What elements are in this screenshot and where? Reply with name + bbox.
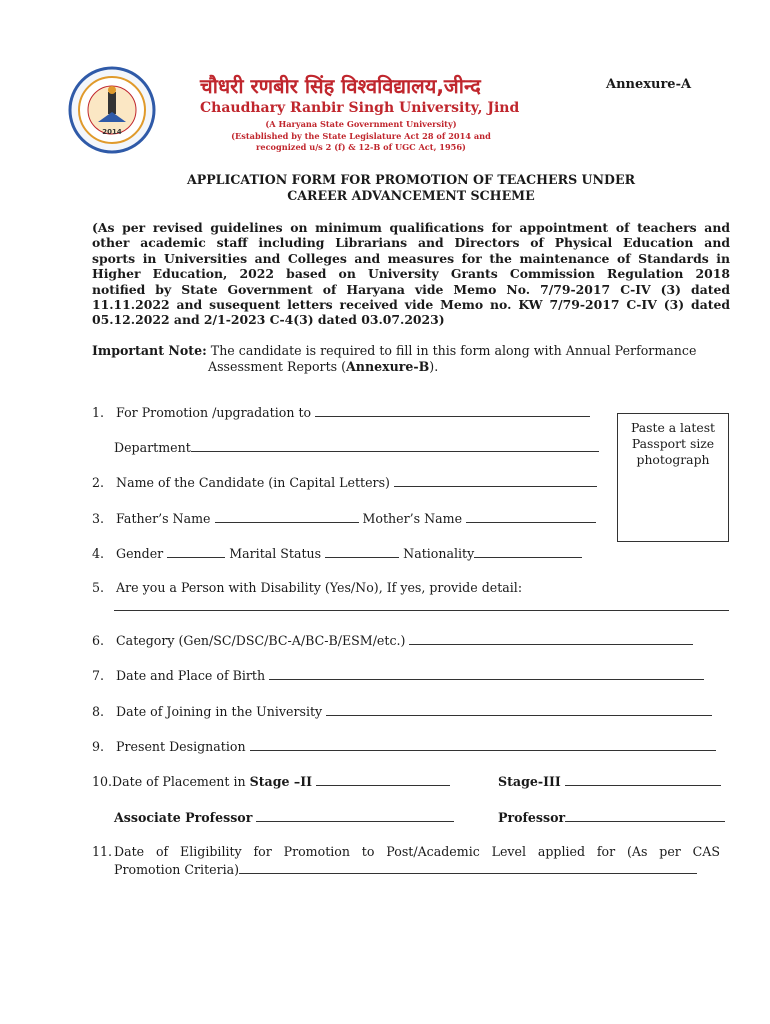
field-associate-professor — [114, 809, 454, 825]
field-label: Promotion Criteria) — [114, 862, 240, 877]
form-title-line-1: APPLICATION FORM FOR PROMOTION OF TEACHERS UNDER — [186, 172, 636, 187]
field-department — [114, 439, 599, 455]
field-professor — [498, 809, 725, 825]
designation-input[interactable] — [250, 738, 716, 751]
intro-paragraph — [92, 220, 730, 328]
field-stage-3 — [498, 773, 721, 789]
annexure-label: Annexure-A — [606, 77, 692, 92]
photo-label-3: photograph — [636, 452, 710, 467]
field-category — [92, 632, 693, 648]
field-disability — [92, 580, 522, 595]
birth-input[interactable] — [269, 667, 704, 680]
field-label: Date of Placement in — [112, 774, 250, 789]
field-number: 7. — [92, 668, 105, 683]
field-number: 8. — [92, 704, 105, 719]
university-subtitle — [200, 119, 522, 154]
photo-label-2: Passport size — [631, 436, 715, 451]
nationality-input[interactable] — [474, 545, 582, 558]
disability-detail-input[interactable] — [114, 598, 729, 611]
note-label: Important Note: — [92, 343, 207, 358]
mother-name-input[interactable] — [466, 510, 596, 523]
important-note — [92, 343, 732, 375]
field-label: Name of the Candidate (in Capital Letters) — [116, 475, 390, 490]
field-label: For Promotion /upgradation to — [116, 405, 312, 420]
intro-line: 05.12.2022 and 2/1-2023 C-4(3) dated 03.07.2023) — [92, 312, 445, 328]
field-joining — [92, 703, 712, 719]
candidate-name-input[interactable] — [394, 474, 597, 487]
photo-label-1: Paste a latest — [630, 420, 716, 435]
subtitle-line-1: (A Haryana State Government University) — [265, 119, 457, 129]
field-label: Present Designation — [116, 739, 246, 754]
associate-professor-input[interactable] — [256, 809, 454, 822]
subtitle-line-2: (Established by the State Legislature Act 28 of 2014 and — [231, 130, 491, 141]
field-number: 11. — [92, 844, 113, 859]
field-eligibility — [92, 844, 720, 859]
intro-line: other academic staff including Librarians and Directors of Physical Education and — [92, 235, 730, 251]
stage-2-input[interactable] — [316, 773, 450, 786]
field-label: Gender — [116, 546, 164, 561]
field-label: Nationality — [403, 546, 475, 561]
university-hindi-name: चौधरी रणबीर सिंह विश्वविद्यालय,जीन्द — [200, 74, 481, 98]
field-gender-status — [92, 545, 582, 561]
stage-3-label: Stage-III — [498, 774, 561, 789]
field-birth — [92, 667, 704, 683]
field-label: Marital Status — [229, 546, 322, 561]
field-number: 4. — [92, 546, 105, 561]
university-english-name: Chaudhary Ranbir Singh University, Jind — [200, 100, 520, 116]
joining-date-input[interactable] — [326, 703, 712, 716]
gender-input[interactable] — [167, 545, 225, 558]
promotion-to-input[interactable] — [315, 404, 590, 417]
note-text-3: ). — [429, 359, 439, 374]
field-number: 1. — [92, 405, 105, 420]
note-annexure-b: Annexure-B — [346, 359, 430, 374]
category-input[interactable] — [409, 632, 693, 645]
form-title-line-2: CAREER ADVANCEMENT SCHEME — [287, 188, 535, 203]
field-label: Mother’s Name — [362, 511, 463, 526]
field-number: 10. — [92, 774, 113, 789]
field-label: Date of Eligibility for Promotion to Post/Academic Level applied for (As per CAS — [114, 844, 720, 859]
marital-status-input[interactable] — [325, 545, 399, 558]
note-text-2: Assessment Reports ( — [208, 359, 347, 374]
field-label: Date of Joining in the University — [116, 704, 323, 719]
department-input[interactable] — [191, 439, 599, 452]
professor-input[interactable] — [565, 809, 725, 822]
field-number: 3. — [92, 511, 105, 526]
field-label: Department — [114, 440, 191, 455]
field-label: Date and Place of Birth — [116, 668, 266, 683]
university-seal-logo — [62, 66, 162, 154]
field-placement — [92, 773, 450, 789]
intro-line: 11.11.2022 and susequent letters received vide Memo no. KW 7/79-2017 C-IV (3) dated — [92, 297, 730, 313]
photo-box[interactable] — [617, 413, 729, 542]
form-title — [92, 172, 730, 204]
field-number: 2. — [92, 475, 105, 490]
professor-label: Professor — [498, 810, 566, 825]
field-label: Father’s Name — [116, 511, 211, 526]
field-number: 6. — [92, 633, 105, 648]
father-name-input[interactable] — [215, 510, 359, 523]
associate-professor-label: Associate Professor — [114, 810, 253, 825]
field-number: 9. — [92, 739, 105, 754]
stage-2-label: Stage –II — [249, 774, 312, 789]
subtitle-line-3: recognized u/s 2 (f) & 12-B of UGC Act, 1956) — [256, 142, 466, 153]
field-promotion-to — [92, 404, 590, 420]
eligibility-date-input[interactable] — [239, 861, 697, 874]
intro-line: (As per revised guidelines on minimum qualifications for appointment of teachers and — [92, 220, 730, 235]
field-candidate-name — [92, 474, 597, 490]
logo-year: 2014 — [102, 128, 122, 136]
intro-line: sports in Universities and Colleges and measures for the maintenance of Standards in — [92, 250, 730, 266]
field-label: Are you a Person with Disability (Yes/No), If yes, provide detail: — [116, 580, 523, 595]
field-parents — [92, 510, 596, 526]
intro-line: Higher Education, 2022 based on University Grants Commission Regulation 2018 — [92, 266, 730, 282]
field-number: 5. — [92, 580, 105, 595]
note-text: The candidate is required to fill in this form along with Annual Performance — [206, 343, 697, 358]
field-designation — [92, 738, 716, 754]
field-eligibility-2 — [114, 861, 697, 877]
field-label: Category (Gen/SC/DSC/BC-A/BC-B/ESM/etc.) — [116, 633, 406, 648]
stage-3-input[interactable] — [565, 773, 721, 786]
intro-line: notified by State Government of Haryana vide Memo No. 7/79-2017 C-IV (3) dated — [92, 281, 730, 297]
